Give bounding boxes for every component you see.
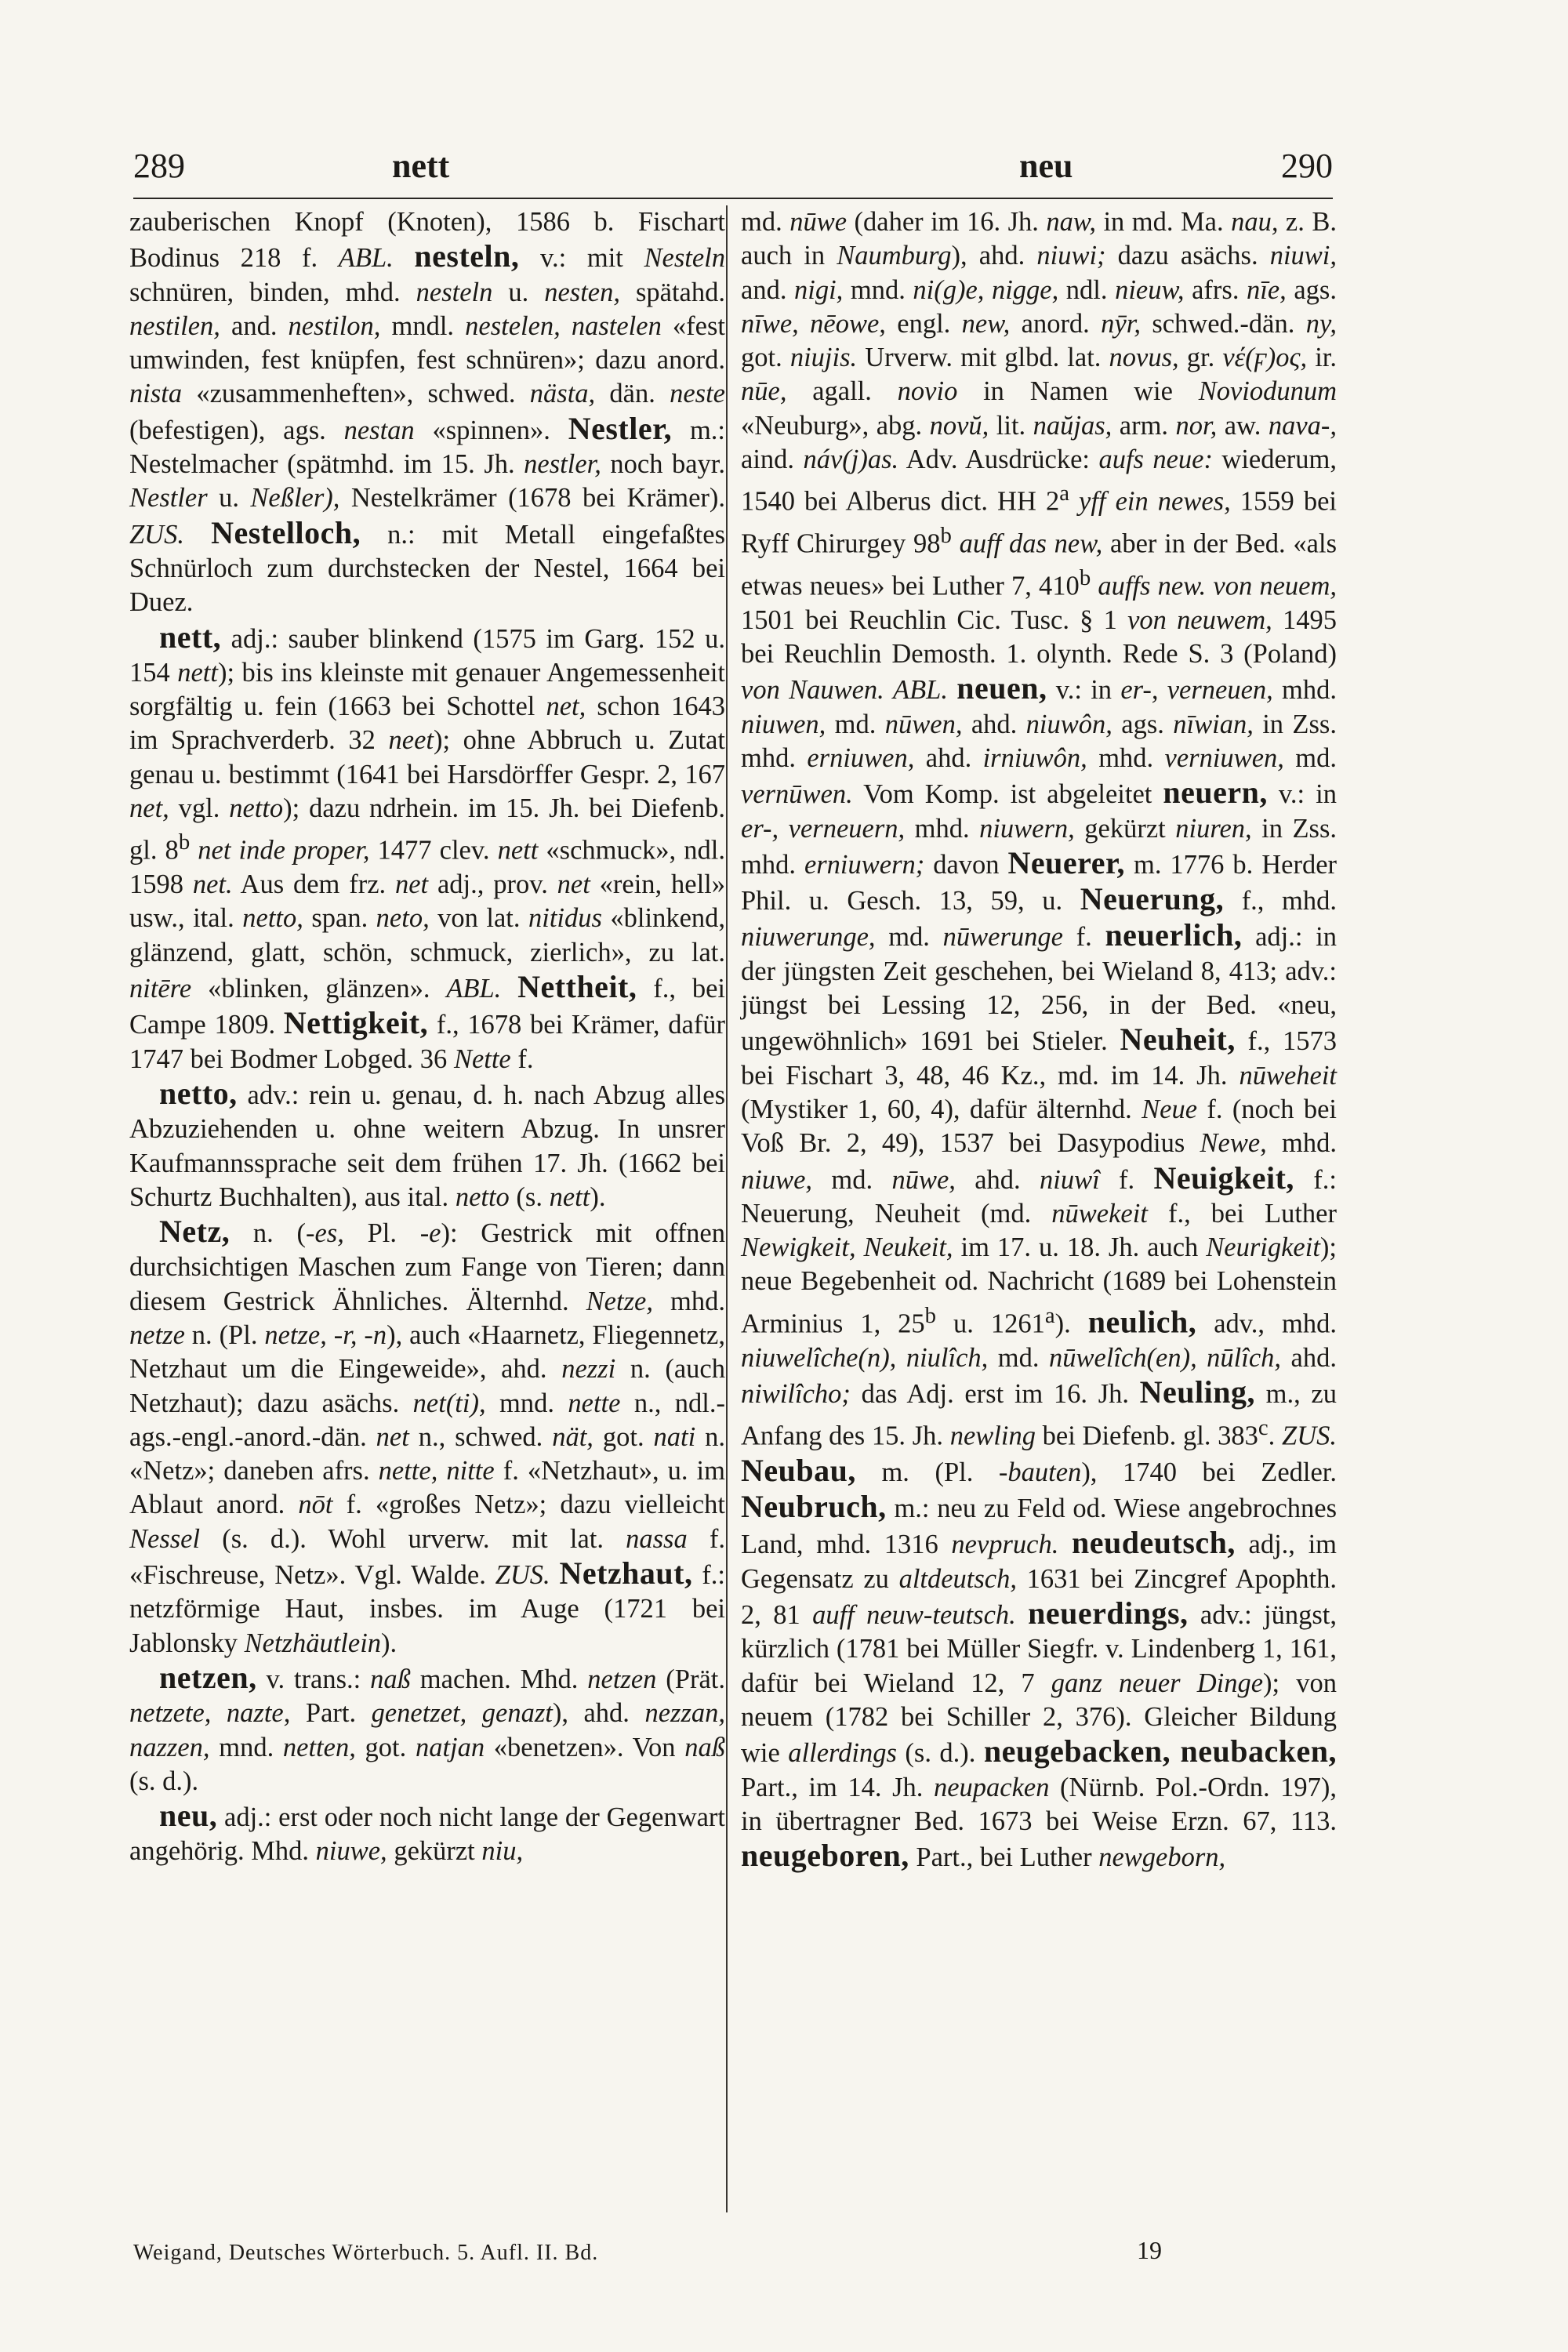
page-number-left: 289: [133, 147, 185, 185]
headword-neubruch: Neubruch,: [741, 1489, 887, 1525]
headword-netto: netto,: [159, 1075, 238, 1111]
headword-neubau: Neubau,: [741, 1452, 856, 1488]
headword-netz: Netz,: [159, 1214, 230, 1250]
headword-nestler: Nestler,: [568, 410, 673, 446]
headword-netzen: netzen,: [159, 1659, 257, 1695]
right-column: [741, 205, 1337, 1875]
running-headword-left: nett: [392, 147, 450, 185]
page-number-right: 290: [1281, 147, 1333, 185]
running-headword-right: neu: [1019, 147, 1073, 185]
headword-neuerer: Neuerer,: [1007, 844, 1126, 880]
entry-neu-continued: md. nūwe (daher im 16. Jh. naw, in md. Ma. nau, z. B. auch in Naumburg), ahd. niuwi; dazu asächs. niuwi, and. nigi, mnd. ni(g)e, nigge, ndl. nieuw, afrs. nīe, ags. nīwe, nēowe, engl. new, anord. nȳr, schwed.-dän. ny, got. niujis. Urverw. mit glbd. lat. novus, gr. νέ(ϝ)ος, ir. nūe, agall. novio in Namen wie Noviodunum «Neuburg», abg. novŭ, lit. naŭjas, arm. nor, aw. nava-, aind. náv(j)as. Adv. Ausdrücke: aufs neue: wiederum, 1540 bei Alberus dict. HH 2$^a$ yff ein newes, 1559 bei Ryff Chirurgey 98$^b$ auff das new, aber in der Bed. «als etwas neues» bei Luther 7, 410$^b$ auffs new. von neuem, 1501 bei Reuchlin Cic. Tusc. § 1 von neuwem, 1495 bei Reuchlin Demosth. 1. olynth. Rede S. 3 (Poland) von Nauwen. ABL. neuen, v.: in er-, verneuen, mhd. niuwen, md. nūwen, ahd. niuwôn, ags. nīwian, in Zss. mhd. erniuwen, ahd. irniuwôn, mhd. verniuwen, md. vernūwen. Vom Komp. ist abgeleitet neuern, v.: in er-, verneuern, mhd. niuwern, gekürzt niuren, in Zss. mhd. erniuwern; davon Neuerer, m. 1776 b. Herder Phil. u. Gesch. 13, 59, u. Neuerung, f., mhd. niuwerunge, md. nūwerunge f. neuerlich, adj.: in der jüngsten Zeit geschehen, bei Wieland 8, 413; adv.: jüngst bei Lessing 12, 256, in der Bed. «neu, ungewöhnlich» 1691 bei Stieler. Neuheit, f., 1573 bei Fischart 3, 48, 46 Kz., md. im 14. Jh. nūweheit (Mystiker 1, 60, 4), dafür älternhd. Neue f. (noch bei Voß Br. 2, 49), 1537 bei Dasypodius Newe, mhd. niuwe, md. nūwe, ahd. niuwî f. Neuigkeit, f.: Neuerung, Neuheit (md. nūwekeit f., bei Luther Newigkeit, Neukeit, im 17. u. 18. Jh. auch Neurigkeit); neue Begebenheit od. Nachricht (1689 bei Lohenstein Arminius 1, 25$^b$ u. 1261$^a$). neulich, adv., mhd. niuwelîche(n), niulîch, md. nūwelîch(en), nūlîch, ahd. niwilîcho; das Adj. erst im 16. Jh. Neuling, m., zu Anfang des 15. Jh. newling bei Diefenb. gl. 383$^c$. ZUS. Neubau, m. (Pl. -bauten), 1740 bei Zedler. Neubruch, m.: neu zu Feld od. Wiese angebrochnes Land, mhd. 1316 nevpruch. neudeutsch, adj., im Gegensatz zu altdeutsch, 1631 bei Zincgref Apophth. 2, 81 auff neuw-teutsch. neuerdings, adv.: jüngst, kürzlich (1781 bei Müller Siegfr. v. Lindenberg 1, 161, dafür bei Wieland 12, 7 ganz neuer Dinge); von neuem (1782 bei Schiller 2, 376). Gleicher Bildung wie allerdings (s. d.). neugebacken, neubacken, Part., im 14. Jh. neupacken (Nürnb. Pol.-Ordn. 197), in übertragner Bed. 1673 bei Weise Erzn. 67, 113. neugeboren, Part., bei Luther newgeborn,: [741, 207, 1338, 1874]
headword-neuigkeit: Neuigkeit,: [1153, 1160, 1294, 1196]
entry-neu: neu, adj.: erst oder noch nicht lange der Gegenwart angehörig. Mhd. niuwe, gekürzt niu,: [129, 1798, 725, 1867]
headword-netzhaut: Netzhaut,: [559, 1555, 693, 1592]
headword-neuern: neuern,: [1163, 775, 1268, 811]
headword-nettigkeit: Nettigkeit,: [283, 1005, 429, 1041]
footer-signature-mark: 19: [1137, 2236, 1162, 2264]
headword-neuling: Neuling,: [1139, 1374, 1256, 1410]
running-header: [133, 146, 1333, 193]
footer-imprint: Weigand, Deutsches Wörterbuch. 5. Aufl. II. Bd.: [133, 2241, 599, 2265]
headword-neulich: neulich,: [1087, 1304, 1197, 1340]
headword-neuerlich: neuerlich,: [1105, 917, 1243, 953]
headword-neu: neu,: [159, 1798, 218, 1834]
headword-nesteln: nesteln,: [414, 238, 520, 274]
headword-neugeboren: neugeboren,: [741, 1838, 909, 1874]
headword-neuerdings: neuerdings,: [1028, 1595, 1189, 1632]
entry-nesteln-continued: zauberischen Knopf (Knoten), 1586 b. Fischart Bodinus 218 f. ABL. nesteln, v.: mit Nesteln schnüren, binden, mhd. nesteln u. nesten, spätahd. nestilen, and. nestilon, mndl. nestelen, nastelen «fest umwinden, fest knüpfen, fest schnüren»; dazu anord. nista «zusammenheften», schwed. nästa, dän. neste (befestigen), ags. nestan «spinnen». Nestler, m.: Nestelmacher (spätmhd. im 15. Jh. nestler, noch bayr. Nestler u. Neßler), Nestelkrämer (1678 bei Krämer). ZUS. Nestelloch, n.: mit Metall eingefaßtes Schnürloch zum durchstecken der Nestel, 1664 bei Duez.: [129, 207, 726, 618]
headword-neuheit: Neuheit,: [1120, 1022, 1236, 1058]
headword-neuen: neuen,: [956, 670, 1047, 706]
headword-neugebacken: neugebacken, neubacken,: [983, 1733, 1337, 1769]
entry-netzen: netzen, v. trans.: naß machen. Mhd. netzen (Prät. netzete, nazte, Part. genetzet, genazt), ahd. nezzan, nazzen, mnd. netten, got. natjan «benetzen». Von naß (s. d.).: [129, 1659, 725, 1796]
header-rule: [133, 198, 1333, 199]
headword-nett: nett,: [159, 619, 222, 655]
left-column: [129, 205, 725, 1869]
entry-nett: nett, adj.: sauber blinkend (1575 im Garg. 152 u. 154 nett); bis ins kleinste mit genauer Angemessenheit sorgfältig u. fein (1663 bei Schottel net, schon 1643 im Sprachverderb. 32 neet); ohne Abbruch u. Zutat genau u. bestimmt (1641 bei Harsdörffer Gespr. 2, 167 net, vgl. netto); dazu ndrhein. im 15. Jh. bei Diefenb. gl. 8$^b$ net inde proper, 1477 clev. nett «schmuck», ndl. 1598 net. Aus dem frz. net adj., prov. net «rein, hell» usw., ital. netto, span. neto, von lat. nitidus «blinkend, glänzend, glatt, schön, schmuck, zierlich», zu lat. nitēre «blinken, glänzen». ABL. Nettheit, f., bei Campe 1809. Nettigkeit, f., 1678 bei Krämer, dafür 1747 bei Bodmer Lobged. 36 Nette f.: [129, 619, 726, 1074]
headword-nettheit: Nettheit,: [517, 969, 637, 1005]
entry-netto: netto, adv.: rein u. genau, d. h. nach Abzug alles Abzuziehenden u. ohne weitern Abzug. In unsrer Kaufmannssprache seit dem frühen 17. Jh. (1662 bei Schurtz Buchhalten), aus ital. netto (s. nett).: [129, 1075, 725, 1212]
entry-netz: Netz, n. (-es, Pl. -e): Gestrick mit offnen durchsichtigen Maschen zum Fange von Tieren; dann diesem Gestrick Ähnliches. Älternhd. Netze, mhd. netze n. (Pl. netze, -r, -n), auch «Haarnetz, Fliegennetz, Netzhaut um die Eingeweide», ahd. nezzi n. (auch Netzhaut); dazu asächs. net(ti), mnd. nette n., ndl.-ags.-engl.-anord.-dän. net n., schwed. nät, got. nati n. «Netz»; daneben afrs. nette, nitte f. «Netzhaut», u. im Ablaut anord. nōt f. «großes Netz»; dazu vielleicht Nessel (s. d.). Wohl urverw. mit lat. nassa f. «Fischreuse, Netz». Vgl. Walde. ZUS. Netzhaut, f.: netzförmige Haut, insbes. im Auge (1721 bei Jablonsky Netzhäutlein).: [129, 1214, 726, 1658]
headword-neuerung: Neuerung,: [1080, 881, 1225, 917]
headword-nestelloch: Nestelloch,: [211, 514, 361, 550]
column-divider: [726, 205, 728, 2212]
headword-neudeutsch: neudeutsch,: [1072, 1525, 1236, 1561]
